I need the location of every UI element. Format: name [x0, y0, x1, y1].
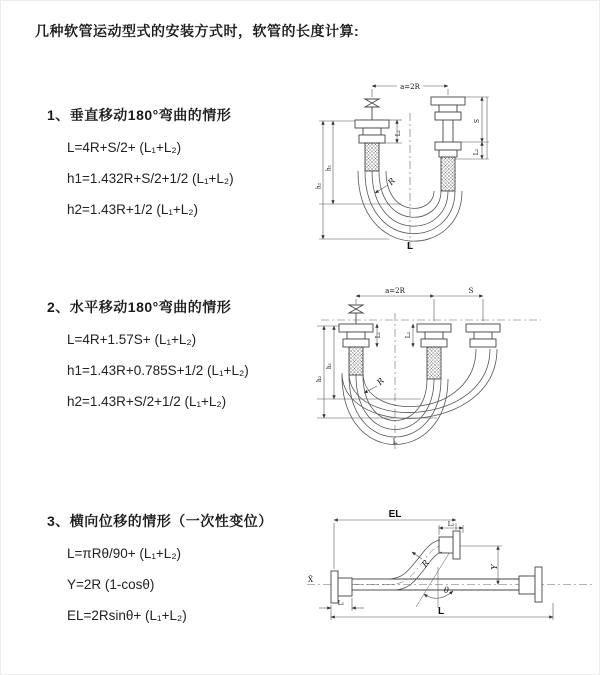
section-heading: 2、水平移动180°弯曲的情形 [47, 299, 232, 315]
dim-label-axis: X̄ [308, 576, 313, 584]
dim-label-l1: L₁ [337, 600, 345, 607]
valve-icon [365, 99, 379, 107]
hose-loops [342, 349, 497, 445]
dim-label-radius: R [375, 376, 386, 387]
dim-label-h1: h₁ [325, 164, 333, 172]
dim-label-theta: θ [444, 586, 449, 595]
flange-plate [535, 567, 542, 602]
formula-length: L=πRθ/90+ (L₁+L₂) [67, 546, 182, 561]
formula-group [47, 324, 347, 417]
dim-label-span: a=2R [400, 83, 420, 91]
braided-hose-section [349, 347, 363, 375]
section-heading: 3、横向位移的情形（一次性变位） [47, 513, 273, 529]
valve-icon [349, 305, 363, 313]
formula-el: EL=2Rsinθ+ (L₁+L₂) [67, 608, 187, 623]
pipe-fittings [331, 531, 542, 603]
formula-h2: h2=1.43R+1/2 (L₁+L₂) [67, 202, 199, 217]
flange-plate [331, 571, 338, 603]
formula-length: L=4R+S/2+ (L₁+L₂) [67, 140, 182, 155]
dim-label-l1: L₁ [375, 331, 382, 339]
dim-label-el: EL [388, 509, 402, 520]
dimension-lines [317, 296, 483, 418]
dim-label-y: Y [490, 564, 499, 570]
dim-label-l2: L₂ [473, 148, 480, 156]
braided-hose-section [365, 143, 379, 171]
braided-hose-section [441, 157, 455, 191]
section-vertical-movement [47, 105, 347, 225]
formula-group [47, 132, 347, 225]
formula-h1: h1=1.43R+0.785S+1/2 (L₁+L₂) [67, 363, 249, 378]
page-title: 几种软管运动型式的安装方式时，软管的长度计算: [35, 23, 360, 39]
dim-label-length: L [392, 438, 398, 446]
section-heading: 1、垂直移动180°弯曲的情形 [47, 107, 232, 123]
diagram-horizontal-180-bend [311, 281, 600, 461]
formula-h2: h2=1.43R+S/2+1/2 (L₁+L₂) [67, 394, 227, 409]
braided-hose-section [427, 347, 441, 379]
dim-label-s: S [468, 287, 474, 295]
dim-label-span: a=2R [385, 287, 405, 295]
dim-label-s: S [474, 118, 481, 124]
section-horizontal-movement [47, 297, 347, 417]
dim-label-l1: L₁ [395, 129, 402, 137]
dim-label-radius: R [420, 558, 432, 569]
dim-label-length: L [437, 606, 445, 617]
dim-label-l2: L₂ [405, 331, 412, 339]
flange-plate [453, 531, 460, 559]
formula-h1: h1=1.432R+S/2+1/2 (L₁+L₂) [67, 171, 234, 186]
dim-label-radius: R [386, 176, 397, 187]
dim-label-length: L [406, 241, 414, 252]
dim-label-h2: h₂ [316, 375, 323, 383]
dim-label-h2: h₂ [315, 182, 323, 190]
dim-label-h1: h₁ [326, 362, 333, 370]
dimension-lines [319, 520, 553, 620]
diagram-lateral-displacement [301, 506, 600, 641]
pipe-fittings [339, 305, 500, 379]
dim-label-l2: L₂ [447, 521, 455, 528]
pipe-fittings [355, 97, 465, 191]
formula-length: L=4R+1.57S+ (L₁+L₂) [67, 332, 197, 347]
formula-y: Y=2R (1-cosθ) [67, 577, 155, 592]
diagram-vertical-180-bend [311, 71, 591, 261]
